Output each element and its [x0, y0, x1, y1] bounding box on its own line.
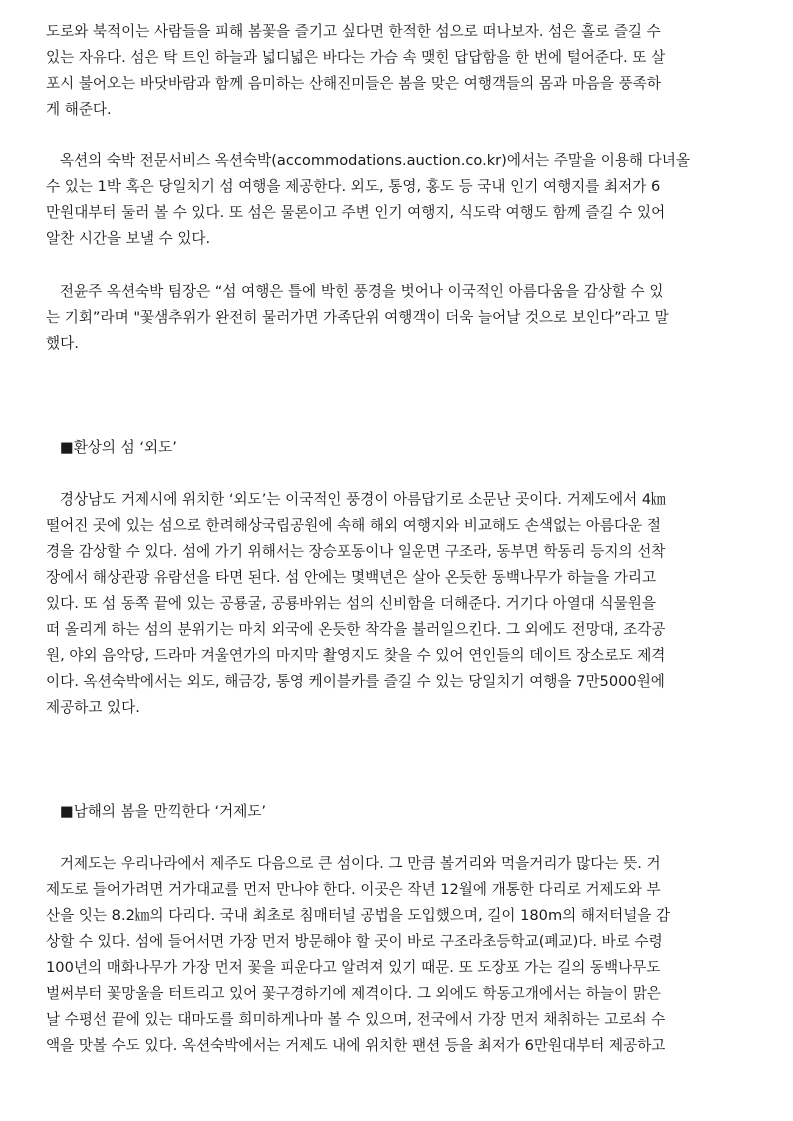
service-line: 수 있는 1박 혹은 당일치기 섬 여행을 제공한다. 외도, 통영, 홍도 등 국내 인기 여행지를 최저가 6: [46, 178, 661, 195]
quote-line: 전윤주 옥션숙박 팀장은 “섬 여행은 틀에 박힌 풍경을 벗어나 이국적인 아름다움을 감상할 수 있: [46, 283, 664, 300]
intro-line: 있는 자유다. 섬은 탁 트인 하늘과 넓디넓은 바다는 가슴 속 맺힌 답답함을 한 번에 털어준다. 또 살: [46, 49, 666, 66]
geoje-line: 날 수평선 끝에 있는 대마도를 희미하게나마 볼 수 있으며, 전국에서 가장 먼저 채취하는 고로쇠 수: [46, 1011, 666, 1028]
oedo-line: 있다. 또 섬 동쪽 끝에 있는 공룡굴, 공룡바위는 섬의 신비함을 더해준다. 거기다 아열대 식물원을: [46, 595, 656, 612]
oedo-line: 제공하고 있다.: [46, 699, 140, 716]
service-line: 알찬 시간을 보낼 수 있다.: [46, 230, 211, 247]
intro-line: 포시 불어오는 바닷바람과 함께 음미하는 산해진미들은 봄을 맞은 여행객들의 몸과 마음을 풍족하: [46, 75, 661, 92]
oedo-line: 경상남도 거제시에 위치한 ‘외도’는 이국적인 풍경이 아름답기로 소문난 곳이다. 거제도에서 4㎞: [46, 491, 666, 508]
intro-line: 게 해준다.: [46, 101, 112, 118]
geoje-line: 액을 맛볼 수도 있다. 옥션숙박에서는 거제도 내에 위치한 팬션 등을 최저가 6만원대부터 제공하고: [46, 1037, 666, 1054]
oedo-line: 장에서 해상관광 유람선을 타면 된다. 섬 안에는 몇백년은 살아 온듯한 동백나무가 하늘을 가리고: [46, 569, 657, 586]
section-heading-geoje: ■남해의 봄을 만끽한다 ‘거제도’: [46, 803, 267, 820]
service-line: 옥션의 숙박 전문서비스 옥션숙박(accommodations.auction.co.kr)에서는 주말을 이용해 다녀올: [46, 152, 690, 169]
quote-line: 는 기회”라며 "꽃샘추위가 완전히 물러가면 가족단위 여행객이 더욱 늘어날 것으로 보인다”라고 말: [46, 309, 669, 326]
oedo-line: 경을 감상할 수 있다. 섬에 가기 위해서는 장승포동이나 일운면 구조라, 동부면 학동리 등지의 선착: [46, 543, 666, 560]
oedo-line: 이다. 옥션숙박에서는 외도, 해금강, 통영 케이블카를 즐길 수 있는 당일치기 여행을 7만5000원에: [46, 673, 665, 690]
geoje-line: 제도로 들어가려면 거가대교를 먼저 만나야 한다. 이곳은 작년 12월에 개통한 다리로 거제도와 부: [46, 881, 661, 898]
oedo-line: 떠 올리게 하는 섬의 분위기는 마치 외국에 온듯한 착각을 불러일으킨다. 그 외에도 전망대, 조각공: [46, 621, 666, 638]
oedo-line: 떨어진 곳에 있는 섬으로 한려해상국립공원에 속해 해외 여행지와 비교해도 손색없는 아름다운 절: [46, 517, 661, 534]
section-heading-oedo: ■환상의 섬 ‘외도’: [46, 439, 177, 456]
geoje-line: 산을 잇는 8.2㎞의 다리다. 국내 최초로 침매터널 공법을 도입했으며, 길이 180m의 해저터널을 감: [46, 907, 671, 924]
geoje-line: 벌써부터 꽃망울을 터트리고 있어 꽃구경하기에 제격이다. 그 외에도 학동고개에서는 하늘이 맑은: [46, 985, 661, 1002]
geoje-line: 100년의 매화나무가 가장 먼저 꽃을 피운다고 알려져 있기 때문. 또 도장포 가는 길의 동백나무도: [46, 959, 661, 976]
geoje-line: 거제도는 우리나라에서 제주도 다음으로 큰 섬이다. 그 만큼 볼거리와 먹을거리가 많다는 뜻. 거: [46, 855, 661, 872]
quote-line: 했다.: [46, 335, 79, 352]
intro-line: 도로와 북적이는 사람들을 피해 봄꽃을 즐기고 싶다면 한적한 섬으로 떠나보자. 섬은 홀로 즐길 수: [46, 23, 661, 40]
geoje-line: 상할 수 있다. 섬에 들어서면 가장 먼저 방문해야 할 곳이 바로 구조라초등학교(폐교)다. 바로 수령: [46, 933, 663, 950]
oedo-line: 원, 야외 음악당, 드라마 겨울연가의 마지막 촬영지도 찾을 수 있어 연인들의 데이트 장소로도 제격: [46, 647, 666, 664]
service-line: 만원대부터 둘러 볼 수 있다. 또 섬은 물론이고 주변 인기 여행지, 식도락 여행도 함께 즐길 수 있어: [46, 204, 666, 221]
